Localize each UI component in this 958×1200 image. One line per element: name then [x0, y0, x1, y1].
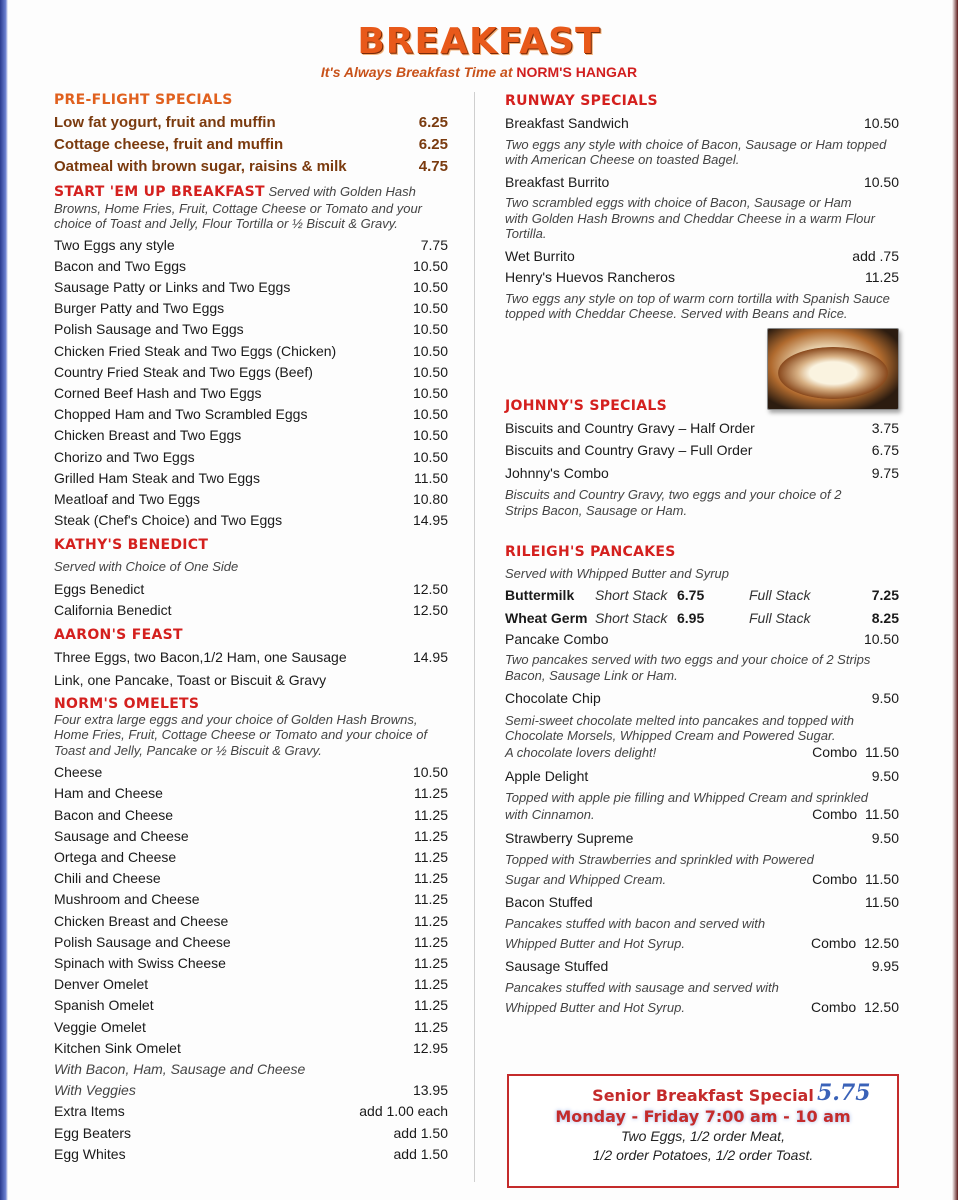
stack-item: Wheat Germ Short Stack 6.95 Full Stack 8.25 [505, 609, 899, 626]
menu-item: Egg Beaters add 1.50 [54, 1124, 448, 1141]
startemup-desc: Served with Golden Hash Browns, Home Fries, Fruit, Cottage Cheese or Tomato and your choice of Toast and Jelly, Flour Tortilla or ½ Biscuit & Gravy. [54, 184, 423, 231]
menu-item: Two Eggs any style 7.75 [54, 236, 448, 253]
section-title-startemup: START 'EM UP BREAKFAST [54, 184, 265, 200]
menu-item: Strawberry Supreme 9.50 [505, 829, 899, 846]
menu-item-continued: Link, one Pancake, Toast or Biscuit & Gravy [54, 672, 327, 689]
menu-item: Ham and Cheese 11.25 [54, 785, 448, 802]
menu-item: Cottage cheese, fruit and muffin 6.25 [54, 136, 448, 153]
kitchen-sink-desc: With Bacon, Ham, Sausage and Cheese [54, 1061, 306, 1077]
handwritten-price: 5.75 [817, 1080, 871, 1106]
senior-special-line2: 1/2 order Potatoes, 1/2 order Toast. [592, 1147, 814, 1163]
menu-item: Grilled Ham Steak and Two Eggs 11.50 [54, 469, 448, 486]
item-desc-combo: Whipped Butter and Hot Syrup. Combo 12.50 [505, 998, 899, 1015]
menu-item: Breakfast Sandwich 10.50 [505, 115, 899, 131]
item-desc-combo: Whipped Butter and Hot Syrup. Combo 12.50 [505, 934, 899, 951]
menu-item: With Veggies 13.95 [54, 1082, 448, 1099]
item-desc: Topped with Strawberries and sprinkled with Powered [505, 852, 814, 867]
menu-item: Wet Burrito add .75 [505, 247, 899, 264]
menu-tagline: It's Always Breakfast Time at NORM'S HANGAR [320, 64, 638, 80]
menu-item: Bacon and Two Eggs 10.50 [54, 257, 448, 274]
item-desc-combo: A chocolate lovers delight! Combo 11.50 [505, 743, 899, 760]
menu-item: Johnny's Combo 9.75 [505, 464, 899, 481]
menu-item: Country Fried Steak and Two Eggs (Beef) 10.50 [54, 363, 448, 380]
menu-item: Spanish Omelet 11.25 [54, 997, 448, 1014]
menu-title: BREAKFAST [357, 21, 601, 62]
section-title-aaron: AARON'S FEAST [54, 627, 183, 644]
menu-item: Biscuits and Country Gravy – Half Order 3.75 [505, 419, 899, 436]
brand-name: NORM'S HANGAR [516, 64, 638, 80]
startemup-list [54, 235, 448, 532]
plate-shape [778, 347, 888, 399]
item-desc: Semi-sweet chocolate melted into pancakes and topped with Chocolate Morsels, Whipped Cream and Powered Sugar. [505, 712, 855, 743]
item-desc: Two eggs any style with choice of Bacon, Sausage or Ham topped with American Cheese on toasted Bagel. [505, 136, 887, 167]
menu-item: Extra Items add 1.00 each [54, 1103, 448, 1120]
item-desc-combo: Sugar and Whipped Cream. Combo 11.50 [505, 870, 899, 887]
menu-item: Oatmeal with brown sugar, raisins & milk 4.75 [54, 158, 448, 175]
menu-item: California Benedict 12.50 [54, 602, 448, 619]
huevos-rancheros-photo [767, 328, 899, 410]
column-divider [474, 92, 475, 1182]
senior-special-box [507, 1074, 899, 1188]
senior-special-line1: Two Eggs, 1/2 order Meat, [621, 1128, 785, 1144]
menu-item: Biscuits and Country Gravy – Full Order 6.75 [505, 442, 899, 458]
menu-item: Corned Beef Hash and Two Eggs 10.50 [54, 384, 448, 401]
menu-item: Veggie Omelet 11.25 [54, 1018, 448, 1035]
section-title-kathy: KATHY'S BENEDICT [54, 537, 209, 554]
stack-item: Buttermilk Short Stack 6.75 Full Stack 7.25 [505, 586, 899, 603]
omelets-list [54, 762, 448, 1165]
menu-item: Chocolate Chip 9.50 [505, 690, 899, 706]
section-title-johnny: JOHNNY'S SPECIALS [505, 397, 667, 414]
menu-item: Steak (Chef's Choice) and Two Eggs 14.95 [54, 512, 448, 529]
menu-item: Kitchen Sink Omelet 12.95 [54, 1039, 448, 1056]
section-title-omelets: NORM'S OMELETS [54, 695, 200, 712]
menu-item: Bacon Stuffed 11.50 [505, 893, 899, 910]
menu-item: Three Eggs, two Bacon,1/2 Ham, one Sausage 14.95 [54, 649, 448, 666]
rileigh-desc: Served with Whipped Butter and Syrup [505, 566, 730, 581]
item-desc: Biscuits and Country Gravy, two eggs and your choice of 2 Strips Bacon, Sausage or Ham. [505, 487, 842, 518]
item-desc: Two scrambled eggs with choice of Bacon, Sausage or Ham with Golden Hash Browns and Cheddar Cheese in a warm Flour Tortilla. [505, 195, 875, 241]
menu-item: Cheese 10.50 [54, 764, 448, 781]
startemup-header [54, 184, 448, 232]
menu-item: Ortega and Cheese 11.25 [54, 848, 448, 865]
right-edge-strip [952, 0, 958, 1200]
item-desc-combo: with Cinnamon. Combo 11.50 [505, 805, 899, 822]
menu-item: Low fat yogurt, fruit and muffin 6.25 [54, 114, 448, 131]
menu-item: Sausage Stuffed 9.95 [505, 957, 899, 974]
menu-item: Polish Sausage and Two Eggs 10.50 [54, 321, 448, 338]
section-title-rileigh: RILEIGH'S PANCAKES [505, 544, 676, 560]
menu-item: Chicken Breast and Cheese 11.25 [54, 912, 448, 929]
menu-item: Sausage Patty or Links and Two Eggs 10.50 [54, 278, 448, 295]
menu-header [0, 22, 958, 80]
menu-item: Chorizo and Two Eggs 10.50 [54, 448, 448, 465]
menu-item: Meatloaf and Two Eggs 10.80 [54, 490, 448, 507]
menu-item: Mushroom and Cheese 11.25 [54, 891, 448, 908]
menu-item: Eggs Benedict 12.50 [54, 580, 448, 597]
left-column [54, 90, 448, 1165]
item-desc: Pancakes stuffed with bacon and served with [505, 916, 766, 931]
omelets-desc: Four extra large eggs and your choice of Golden Hash Browns, Home Fries, Fruit, Cottage Cheese or Tomato and your choice of Toast and Jelly, Pancake or ½ Biscuit & Gravy. [54, 711, 428, 758]
item-desc: Two pancakes served with two eggs and your choice of 2 Strips Bacon, Sausage Link or Ham. [505, 652, 871, 683]
menu-item: Denver Omelet 11.25 [54, 976, 448, 993]
menu-item: Sausage and Cheese 11.25 [54, 827, 448, 844]
menu-item: Egg Whites add 1.50 [54, 1145, 448, 1162]
menu-item: Spinach with Swiss Cheese 11.25 [54, 954, 448, 971]
senior-special-title: Senior Breakfast Special 5.75 [592, 1080, 871, 1106]
menu-item: Bacon and Cheese 11.25 [54, 806, 448, 823]
section-title-runway: RUNWAY SPECIALS [505, 93, 658, 109]
menu-item: Chili and Cheese 11.25 [54, 870, 448, 887]
menu-item: Polish Sausage and Cheese 11.25 [54, 933, 448, 950]
kathy-desc: Served with Choice of One Side [54, 559, 239, 575]
menu-item: Apple Delight 9.50 [505, 767, 899, 784]
left-edge-strip [0, 0, 8, 1200]
senior-special-days: Monday - Friday 7:00 am - 10 am [555, 1107, 851, 1126]
menu-item: Henry's Huevos Rancheros 11.25 [505, 269, 899, 285]
item-desc: Topped with apple pie filling and Whipped Cream and sprinkled [505, 790, 869, 805]
menu-item: Chopped Ham and Two Scrambled Eggs 10.50 [54, 406, 448, 423]
menu-item: Burger Patty and Two Eggs 10.50 [54, 300, 448, 317]
menu-item: Chicken Fried Steak and Two Eggs (Chicken) 10.50 [54, 342, 448, 359]
menu-item: Pancake Combo 10.50 [505, 630, 899, 647]
item-desc: Pancakes stuffed with sausage and served with [505, 980, 779, 995]
menu-item: Chicken Breast and Two Eggs 10.50 [54, 427, 448, 444]
right-column [505, 90, 899, 1019]
section-title-preflight: PRE-FLIGHT SPECIALS [54, 92, 233, 108]
item-desc: Two eggs any style on top of warm corn tortilla with Spanish Sauce topped with Cheddar Cheese. Served with Beans and Rice. [505, 290, 890, 321]
menu-item: Breakfast Burrito 10.50 [505, 173, 899, 190]
